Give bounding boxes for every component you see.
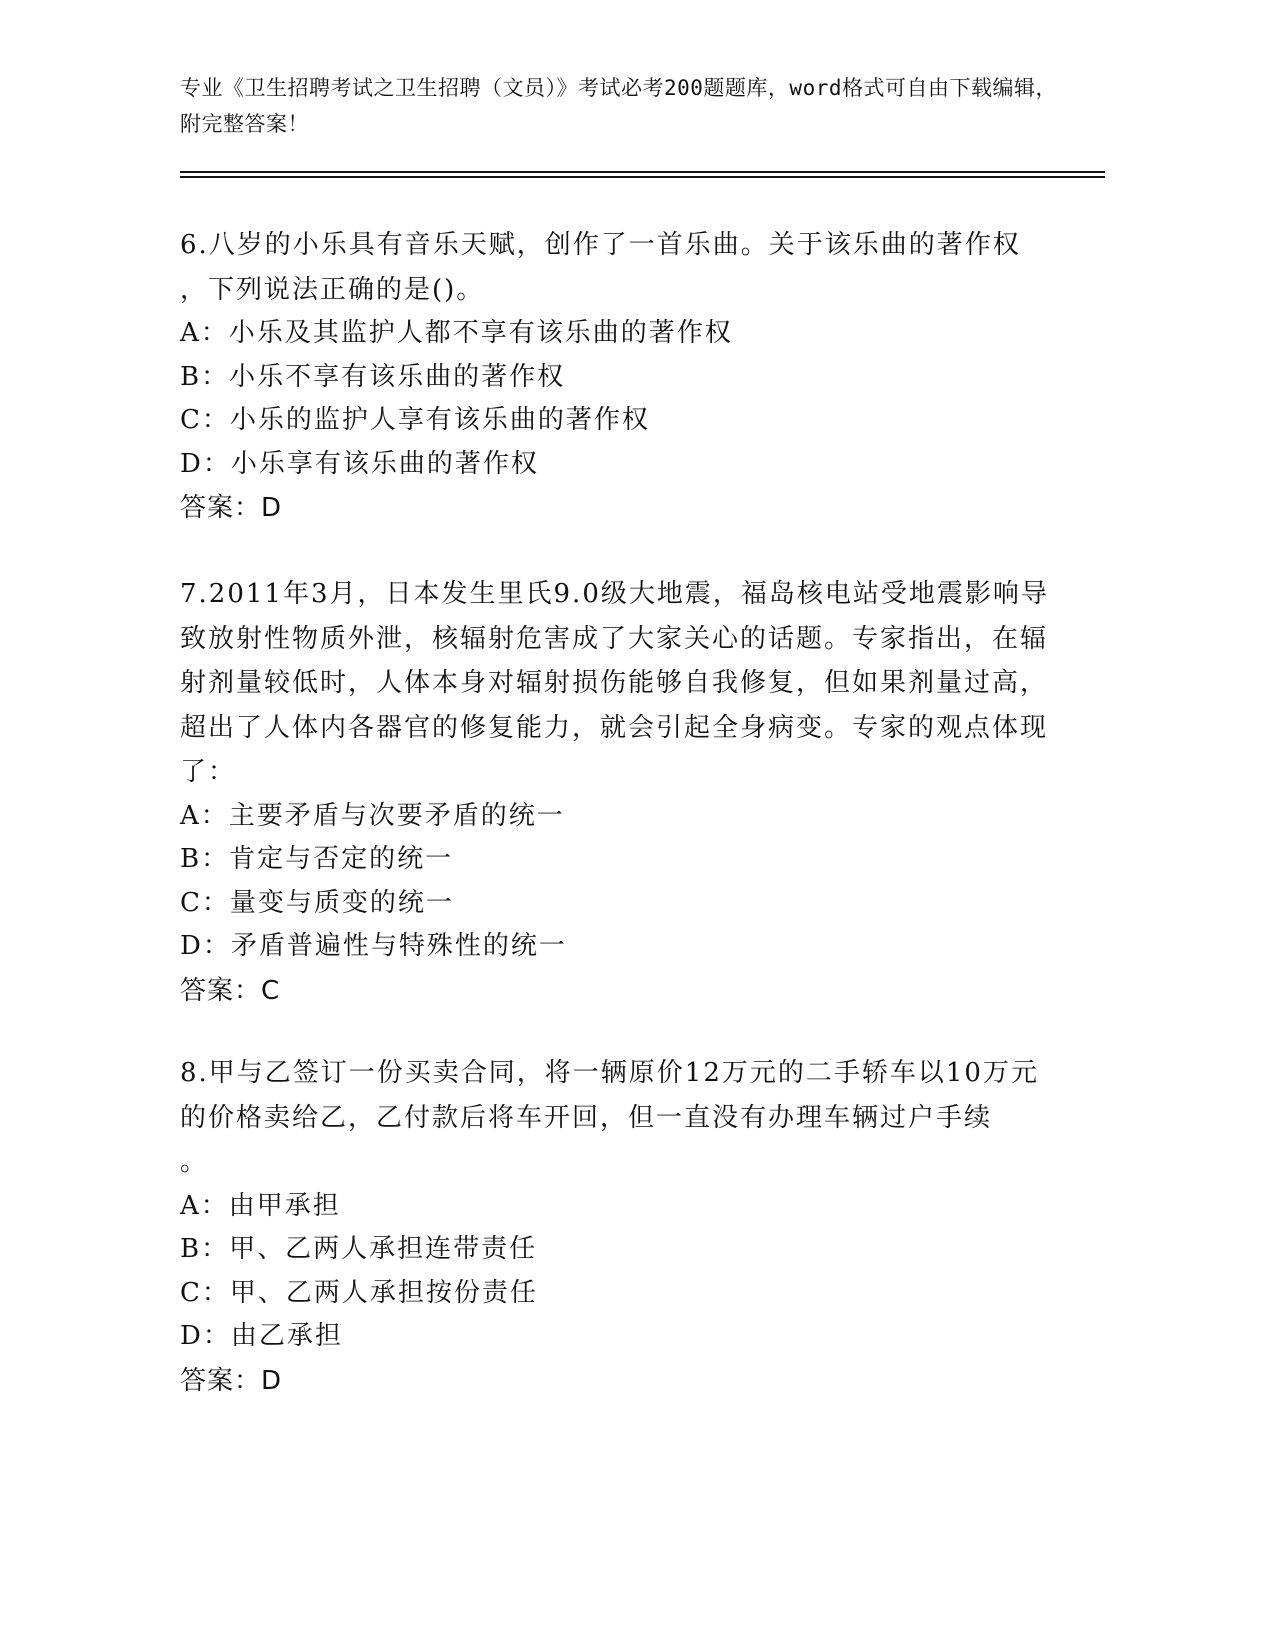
option-b: B：甲、乙两人承担连带责任 (180, 1234, 538, 1264)
option-c: C：小乐的监护人享有该乐曲的著作权 (180, 405, 650, 435)
question-text-continued: ，下列说法正确的是()。 (180, 274, 485, 305)
option-a: A：由甲承担 (180, 1190, 341, 1221)
option-b: B：小乐不享有该乐曲的著作权 (180, 361, 566, 392)
question-6 (180, 223, 1060, 530)
option-d: D：小乐享有该乐曲的著作权 (180, 448, 539, 479)
option-d: D：矛盾普遍性与特殊性的统一 (180, 931, 567, 961)
question-text-continued: 。 (180, 1147, 209, 1177)
question-text: 7.2011年3月，日本发生里氏9.0级大地震，福岛核电站受地震影响导致放射性物质外泄，核辐射危害成了大家关心的话题。专家指出，在辐射剂量较低时，人体本身对辐射损伤能够自我修复，但如果剂量过高，超出了人体内各器官的修复能力，就会引起全身病变。专家的观点体现了： (180, 579, 1049, 787)
answer: 答案：C (180, 975, 281, 1006)
answer: 答案：D (180, 1365, 283, 1396)
answer: 答案：D (180, 493, 283, 523)
option-a: A：小乐及其监护人都不享有该乐曲的著作权 (180, 318, 733, 348)
option-d: D：由乙承担 (180, 1321, 343, 1351)
option-c: C：量变与质变的统一 (180, 887, 454, 918)
question-7 (180, 572, 1060, 1013)
option-a: A：主要矛盾与次要矛盾的统一 (180, 800, 565, 831)
question-text: 8.甲与乙签订一份买卖合同，将一辆原价12万元的二手轿车以10万元的价格卖给乙，乙付款后将车开回，但一直没有办理车辆过户手续 (180, 1058, 1039, 1133)
document-header: 专业《卫生招聘考试之卫生招聘（文员）》考试必考200题题库，word格式可自由下载编辑，附完整答案！ (180, 76, 1057, 136)
question-text: 6.八岁的小乐具有音乐天赋，创作了一首乐曲。关于该乐曲的著作权 (180, 230, 1021, 260)
header-divider-top (180, 171, 1105, 173)
question-8 (180, 1051, 1060, 1403)
option-b: B：肯定与否定的统一 (180, 844, 454, 874)
header-divider-bottom (180, 176, 1105, 178)
option-c: C：甲、乙两人承担按份责任 (180, 1277, 538, 1308)
